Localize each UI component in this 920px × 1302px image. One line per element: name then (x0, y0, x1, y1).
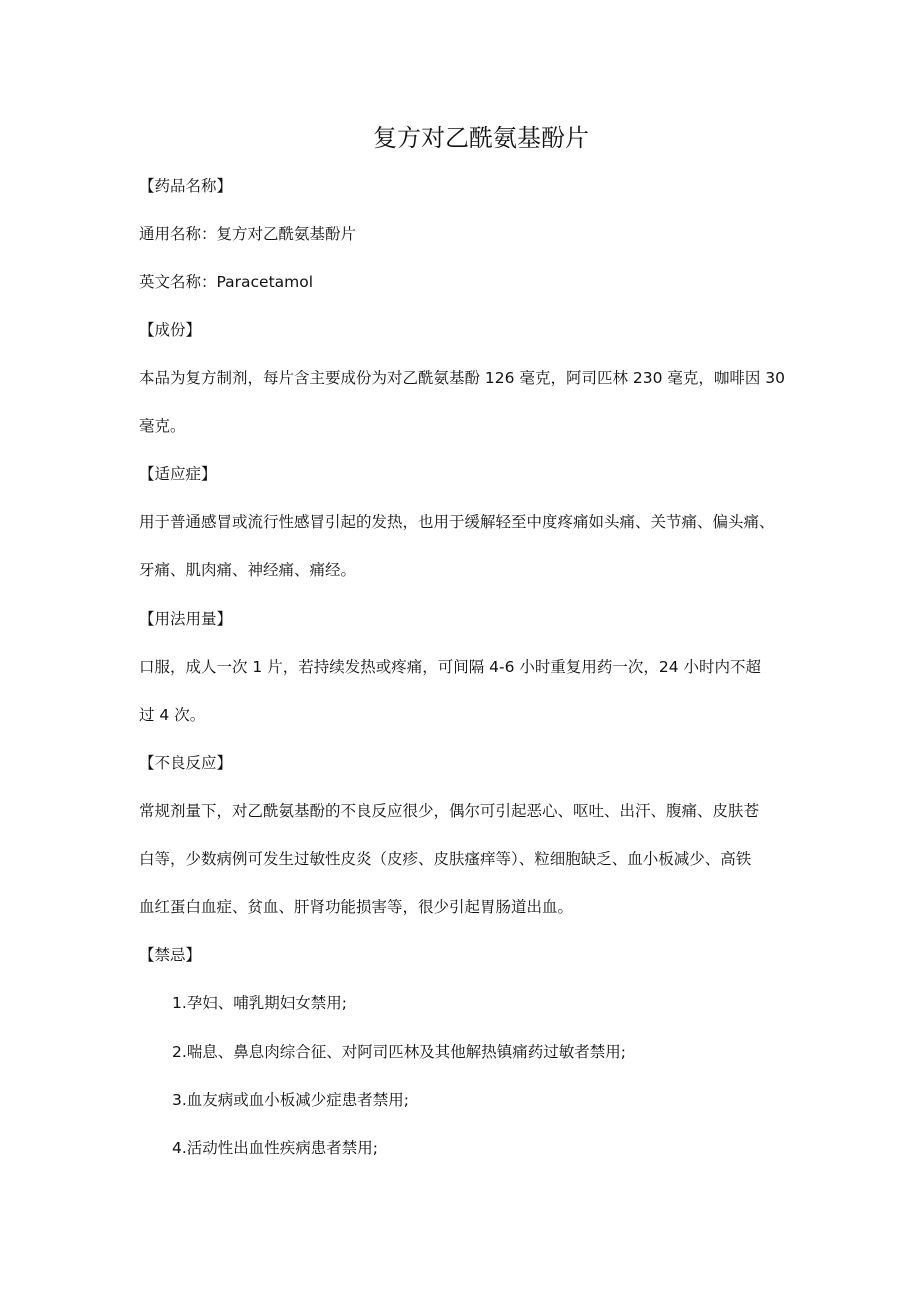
english-name-line: 英文名称：Paracetamol (139, 273, 314, 291)
section-heading-drug-name: 【药品名称】 (139, 177, 233, 195)
section-heading-contraindications: 【禁忌】 (139, 946, 202, 964)
contraindication-item-2: 2.喘息、鼻息肉综合征、对阿司匹林及其他解热镇痛药过敏者禁用; (172, 1043, 627, 1061)
contraindication-item-1: 1.孕妇、哺乳期妇女禁用; (172, 994, 348, 1012)
adverse-reactions-line-3: 血红蛋白血症、贫血、肝肾功能损害等，很少引起胃肠道出血。 (139, 898, 574, 916)
ingredients-line-1: 本品为复方制剂，每片含主要成份为对乙酰氨基酚 126 毫克，阿司匹林 230 毫克，咖啡因 30 (139, 369, 786, 387)
adverse-reactions-line-2: 白等，少数病例可发生过敏性皮炎（皮疹、皮肤瘙痒等）、粒细胞缺乏、血小板减少、高铁 (139, 850, 752, 868)
contraindication-item-3: 3.血友病或血小板减少症患者禁用; (172, 1091, 410, 1109)
section-heading-dosage: 【用法用量】 (139, 610, 233, 628)
generic-name-line: 通用名称：复方对乙酰氨基酚片 (139, 225, 357, 243)
section-heading-indications: 【适应症】 (139, 465, 217, 483)
document-title: 复方对乙酰氨基酚片 (373, 124, 589, 152)
adverse-reactions-line-1: 常规剂量下，对乙酰氨基酚的不良反应很少，偶尔可引起恶心、呕吐、出汗、腹痛、皮肤苍 (139, 802, 760, 820)
ingredients-line-2: 毫克。 (139, 417, 186, 435)
section-heading-ingredients: 【成份】 (139, 321, 202, 339)
indications-line-2: 牙痛、肌肉痛、神经痛、痛经。 (139, 561, 357, 579)
section-heading-adverse-reactions: 【不良反应】 (139, 754, 233, 772)
contraindication-item-4: 4.活动性出血性疾病患者禁用; (172, 1139, 379, 1157)
dosage-line-1: 口服，成人一次 1 片，若持续发热或疼痛，可间隔 4-6 小时重复用药一次，24 小时内不超 (139, 658, 762, 676)
dosage-line-2: 过 4 次。 (139, 706, 206, 724)
indications-line-1: 用于普通感冒或流行性感冒引起的发热，也用于缓解轻至中度疼痛如头痛、关节痛、偏头痛、 (139, 513, 775, 531)
